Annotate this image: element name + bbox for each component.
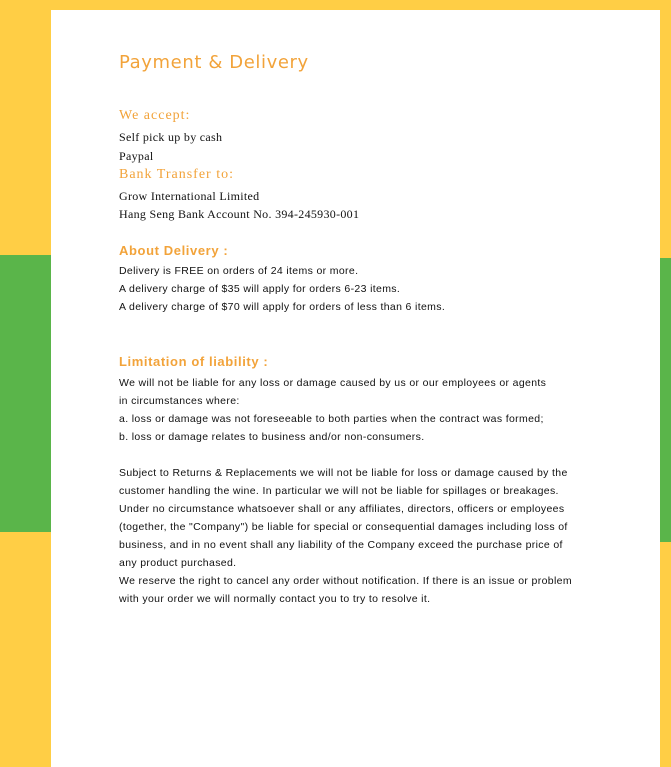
bank-line: Hang Seng Bank Account No. 394-245930-001: [119, 207, 360, 221]
liability-line: (together, the "Company") be liable for special or consequential damages including loss of: [119, 521, 568, 533]
bank-line: Grow International Limited: [119, 189, 260, 203]
delivery-heading: About Delivery :: [119, 243, 229, 258]
liability-heading: Limitation of liability :: [119, 354, 269, 369]
liability-line: We will not be liable for any loss or damage caused by us or our employees or agents: [119, 377, 547, 389]
left-green-band: [0, 255, 51, 532]
bank-transfer-heading: Bank Transfer to:: [119, 167, 234, 182]
delivery-line: A delivery charge of $70 will apply for orders of less than 6 items.: [119, 301, 446, 313]
liability-line: a. loss or damage was not foreseeable to both parties when the contract was formed;: [119, 413, 544, 425]
accept-heading: We accept:: [119, 108, 191, 123]
liability-line: Subject to Returns & Replacements we will not be liable for loss or damage caused by the: [119, 467, 568, 479]
payment-method: Self pick up by cash: [119, 130, 223, 144]
liability-line: b. loss or damage relates to business and/or non-consumers.: [119, 431, 425, 443]
payment-method: Paypal: [119, 149, 154, 163]
delivery-line: Delivery is FREE on orders of 24 items or more.: [119, 265, 359, 277]
liability-line: Under no circumstance whatsoever shall or any affiliates, directors, officers or employees: [119, 503, 565, 515]
right-green-band: [660, 258, 671, 542]
liability-line: with your order we will normally contact you to try to resolve it.: [119, 593, 431, 605]
liability-line: customer handling the wine. In particular we will not be liable for spillages or breakages.: [119, 485, 559, 497]
liability-line: business, and in no event shall any liability of the Company exceed the purchase price of: [119, 539, 563, 551]
page-title: Payment & Delivery: [119, 52, 309, 73]
delivery-line: A delivery charge of $35 will apply for orders 6-23 items.: [119, 283, 401, 295]
liability-line: in circumstances where:: [119, 395, 240, 407]
content-sheet: [51, 10, 660, 767]
liability-line: We reserve the right to cancel any order without notification. If there is an issue or problem: [119, 575, 572, 587]
liability-line: any product purchased.: [119, 557, 237, 569]
